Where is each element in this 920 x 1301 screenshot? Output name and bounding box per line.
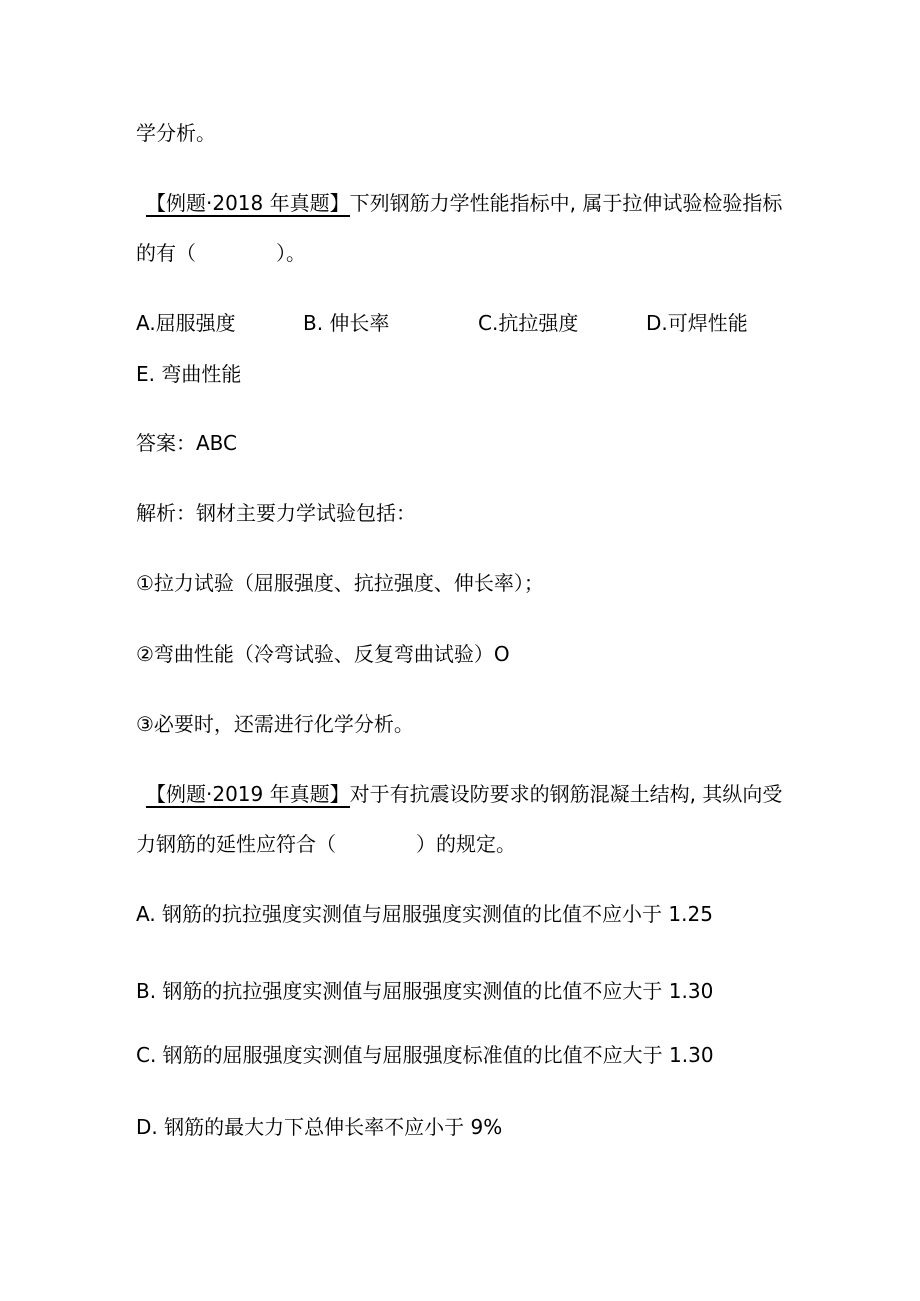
intro-tail-text: 学分析。 xyxy=(136,121,216,145)
question-2-text-2: 力钢筋的延性应符合（ ）的规定。 xyxy=(136,832,516,856)
question-1-option-a: A.屈服强度 xyxy=(136,311,236,335)
question-2-option-a: A. 钢筋的抗拉强度实测值与屈服强度实测值的比值不应小于 1.25 xyxy=(136,902,713,926)
question-2-option-b: B. 钢筋的抗拉强度实测值与屈服强度实测值的比值不应大于 1.30 xyxy=(136,979,714,1003)
question-1-text-2: 的有（ ）。 xyxy=(136,241,306,265)
question-2-line-1 xyxy=(146,780,782,808)
question-1-option-e: E. 弯曲性能 xyxy=(136,362,242,386)
question-2-tag: 【例题·2019 年真题】 xyxy=(146,782,350,806)
question-1-analysis-item: ③必要时，还需进行化学分析。 xyxy=(136,712,414,736)
question-2-option-d: D. 钢筋的最大力下总伸长率不应小于 9% xyxy=(136,1115,503,1139)
question-2-text-1: 对于有抗震设防要求的钢筋混凝土结构, 其纵向受 xyxy=(349,782,783,806)
question-1-line-1 xyxy=(146,189,782,217)
question-1-answer: 答案：ABC xyxy=(136,431,238,455)
question-1-option-d: D.可焊性能 xyxy=(646,311,748,335)
question-1-analysis-title: 解析：钢材主要力学试验包括： xyxy=(136,501,416,525)
question-1-text-1: 下列钢筋力学性能指标中, 属于拉伸试验检验指标 xyxy=(349,191,783,215)
question-1-option-c: C.抗拉强度 xyxy=(478,311,579,335)
question-1-tag: 【例题·2018 年真题】 xyxy=(146,191,350,215)
question-1-option-b: B. 伸长率 xyxy=(303,311,390,335)
question-2-option-c: C. 钢筋的屈服强度实测值与屈服强度标准值的比值不应大于 1.30 xyxy=(136,1043,714,1067)
question-1-analysis-item: ①拉力试验（屈服强度、抗拉强度、伸长率）； xyxy=(136,571,544,595)
question-1-analysis-item: ②弯曲性能（冷弯试验、反复弯曲试验）O xyxy=(136,642,510,666)
